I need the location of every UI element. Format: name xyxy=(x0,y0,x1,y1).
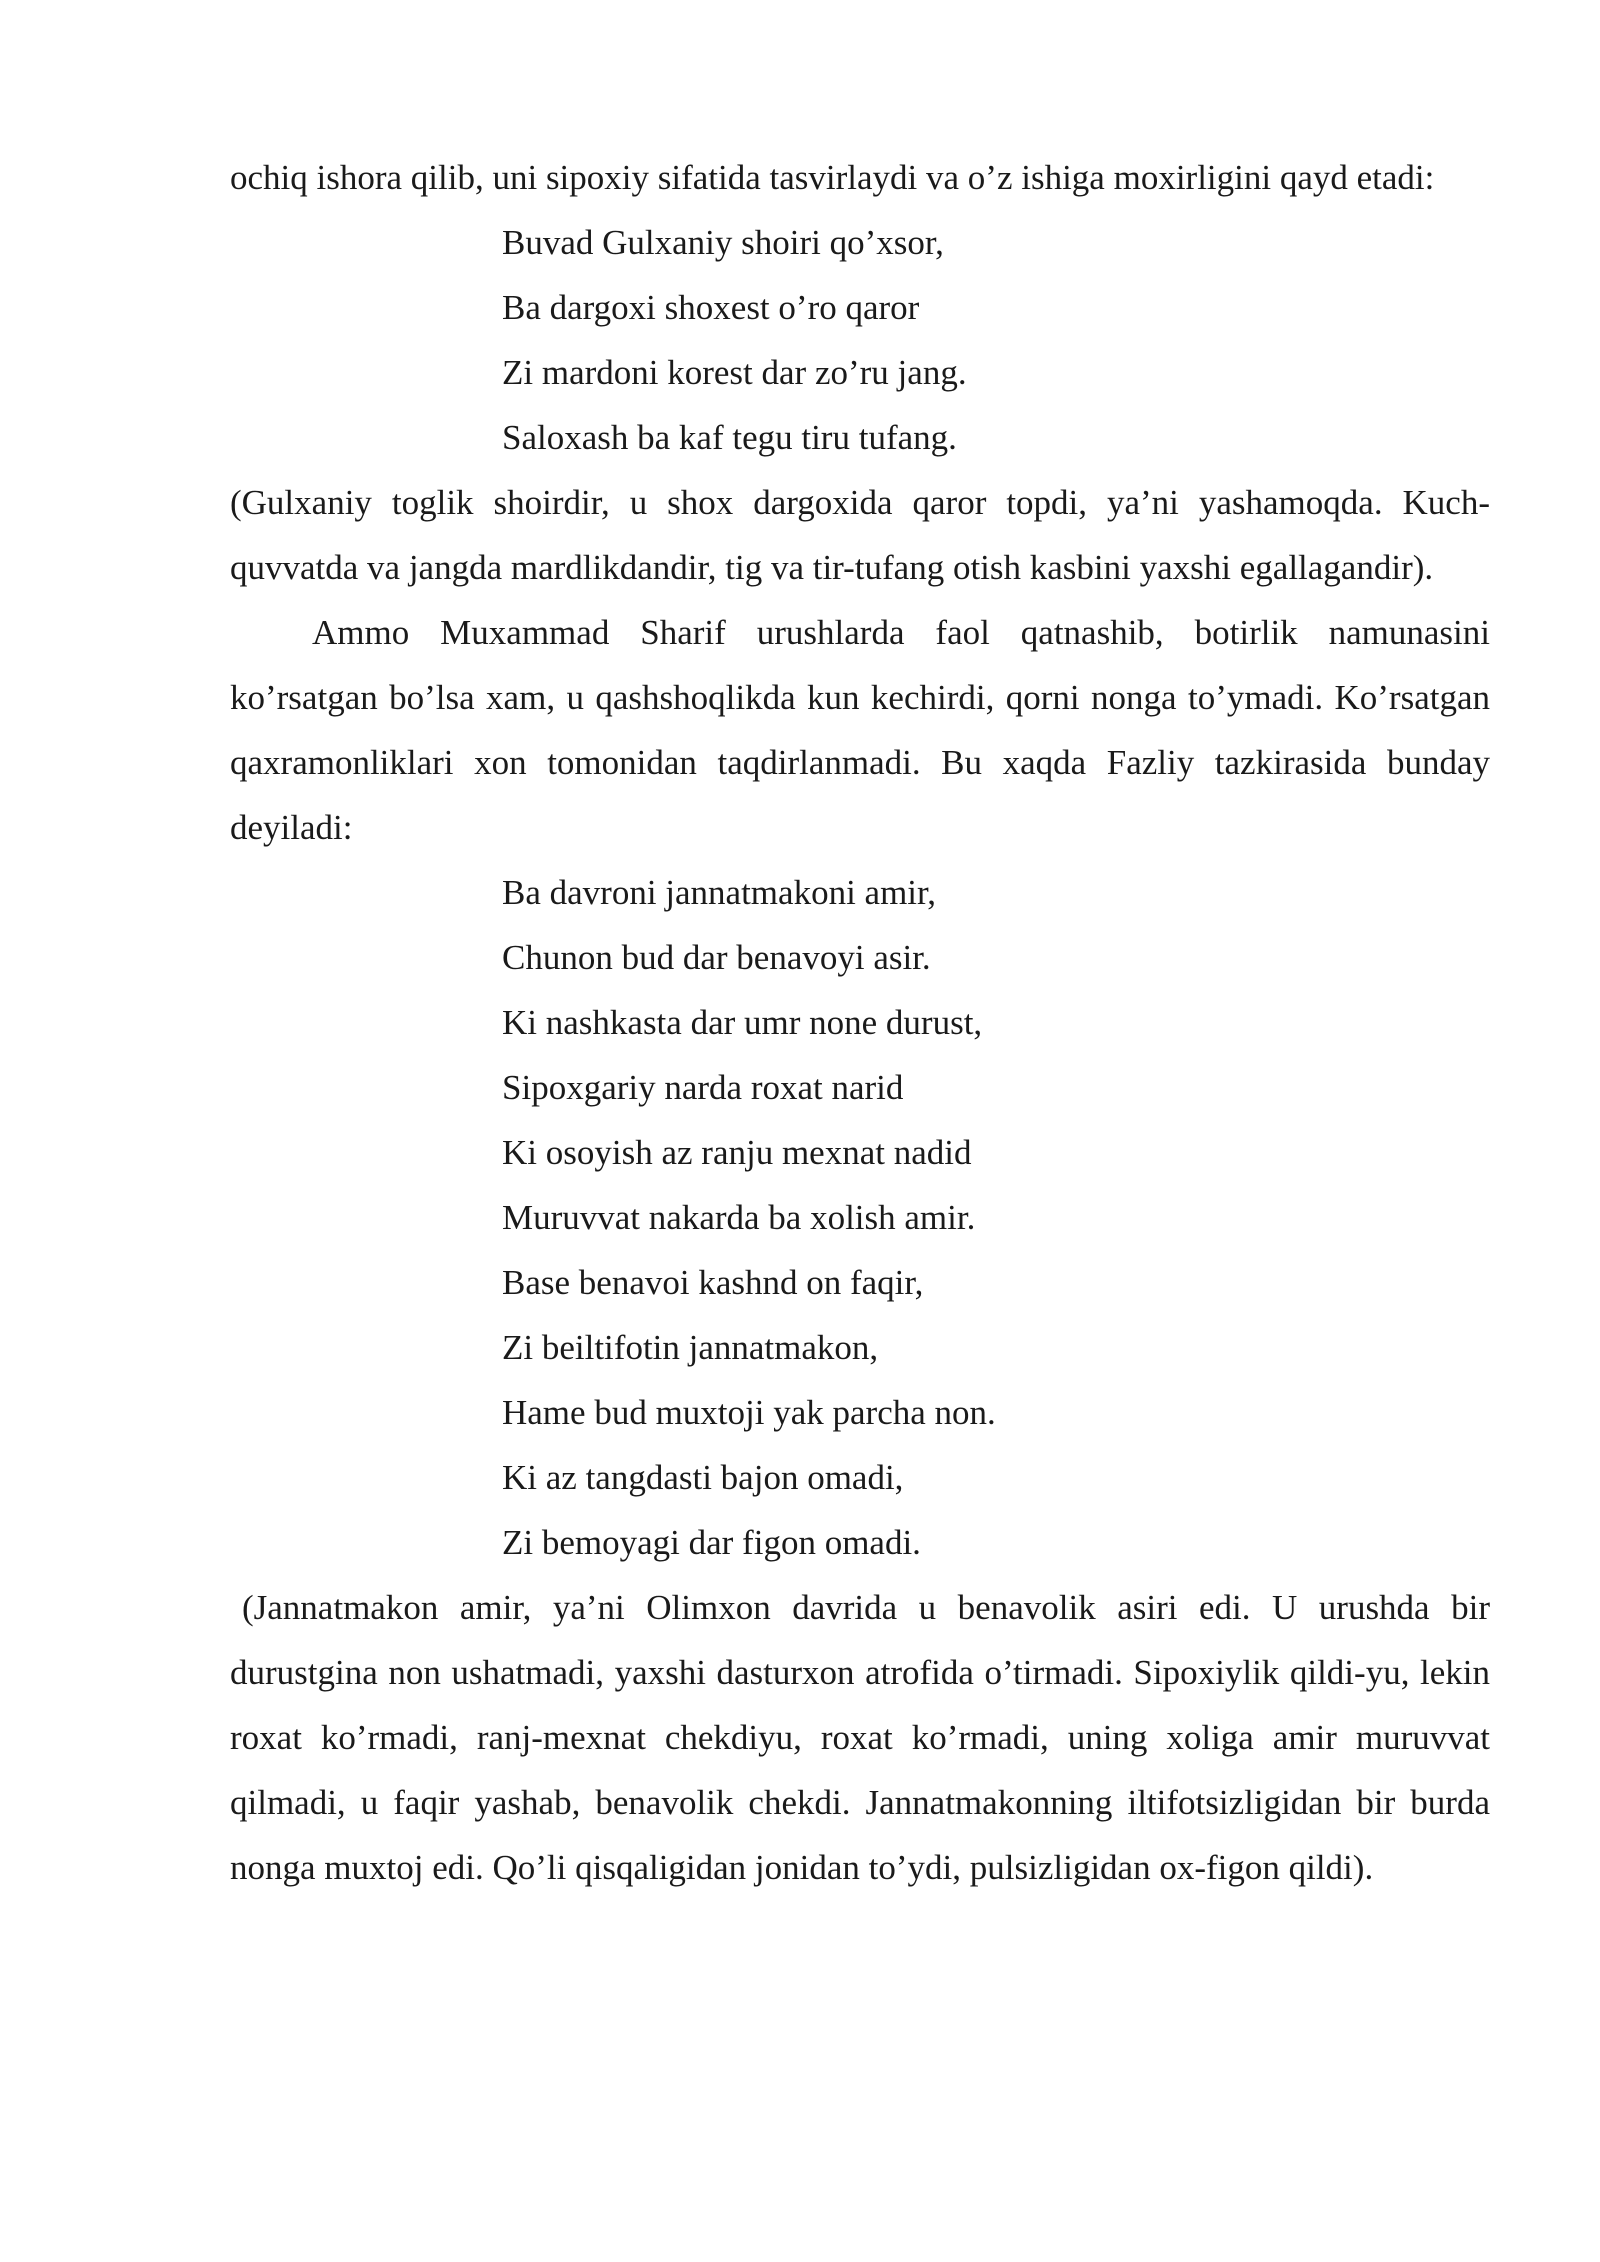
verse-line: Base benavoi kashnd on faqir, xyxy=(502,1263,924,1302)
translation-paragraph-2: (Jannatmakon amir, ya’ni Olimxon davrida u benavolik asiri edi. U urushda bir durustgina non ushatmadi, yaxshi dasturxon atrofida o’tirmadi. Sipoxiylik qildi-yu, lekin roxat ko’rmadi, ranj-mexnat chekdiyu, roxat ko’rmadi, uning xoliga amir muruvvat qilmadi, u faqir yashab, benavolik chekdi. Jannatmakonning iltifotsizligidan bir burda nonga muxtoj edi. Qo’li qisqaligidan jonidan to’ydi, pulsizligidan ox-figon qildi). xyxy=(230,1588,1490,1887)
verse-block-2 xyxy=(230,860,1490,1575)
verse-line: Ba dargoxi shoxest o’ro qaror xyxy=(502,288,920,327)
verse-line: Ki az tangdasti bajon omadi, xyxy=(502,1458,904,1497)
document-page xyxy=(230,145,1490,1900)
translation-paragraph-1: (Gulxaniy toglik shoirdir, u shox dargoxida qaror topdi, ya’ni yashamoqda. Kuch-quvvatda va jangda mardlikdandir, tig va tir-tufang otish kasbini yaxshi egallagandir). xyxy=(230,483,1490,587)
verse-line: Zi bemoyagi dar figon omadi. xyxy=(502,1523,921,1562)
verse-line: Muruvvat nakarda ba xolish amir. xyxy=(502,1198,976,1237)
verse-line: Zi beiltifotin jannatmakon, xyxy=(502,1328,879,1367)
intro-paragraph: ochiq ishora qilib, uni sipoxiy sifatida tasvirlaydi va o’z ishiga moxirligini qayd etadi: xyxy=(230,158,1435,197)
verse-block-1 xyxy=(230,210,1490,470)
verse-line: Saloxash ba kaf tegu tiru tufang. xyxy=(502,418,957,457)
verse-line: Chunon bud dar benavoyi asir. xyxy=(502,938,931,977)
verse-line: Ki osoyish az ranju mexnat nadid xyxy=(502,1133,972,1172)
verse-line: Ki nashkasta dar umr none durust, xyxy=(502,1003,983,1042)
verse-line: Hame bud muxtoji yak parcha non. xyxy=(502,1393,996,1432)
verse-line: Buvad Gulxaniy shoiri qo’xsor, xyxy=(502,223,944,262)
verse-line: Zi mardoni korest dar zo’ru jang. xyxy=(502,353,967,392)
verse-line: Ba davroni jannatmakoni amir, xyxy=(502,873,937,912)
verse-line: Sipoxgariy narda roxat narid xyxy=(502,1068,904,1107)
main-paragraph: Ammo Muxammad Sharif urushlarda faol qatnashib, botirlik namunasini ko’rsatgan bo’lsa xam, u qashshoqlikda kun kechirdi, qorni nonga to’ymadi. Ko’rsatgan qaxramonliklari xon tomonidan taqdirlanmadi. Bu xaqda Fazliy tazkirasida bunday deyiladi: xyxy=(230,613,1490,847)
